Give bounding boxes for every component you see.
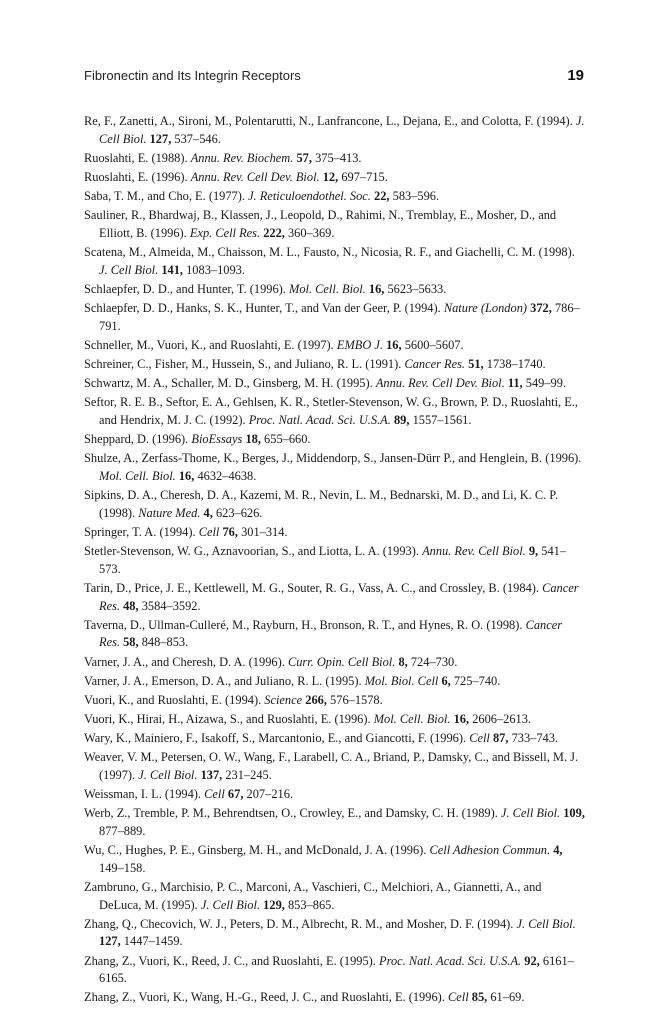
reference-entry xyxy=(84,580,586,615)
reference-entry xyxy=(84,953,586,988)
reference-entry xyxy=(84,524,586,542)
reference-authors: Tarin, D., Price, J. E., Kettlewell, M. G., Souter, R. G., Vass, A. C., and Crossley, B. (1984). xyxy=(84,580,539,595)
reference-entry xyxy=(84,842,586,877)
reference-journal: J. Cell Biol. xyxy=(99,114,585,146)
reference-authors: Re, F., Zanetti, A., Sironi, M., Polentarutti, N., Lanfrancone, L., Dejana, E., and Colotta, F. (1994). xyxy=(84,114,573,128)
reference-volume: 12, xyxy=(322,169,339,184)
reference-entry xyxy=(84,169,586,187)
reference-pages: 725–740. xyxy=(453,673,501,688)
reference-authors: Schreiner, C., Fisher, M., Hussein, S., and Juliano, R. L. (1991). xyxy=(84,357,402,372)
reference-authors: Zambruno, G., Marchisio, P. C., Marconi, A., Vaschieri, C., Melchiori, A., Giannetti, A., and DeLuca, M. (1995). xyxy=(84,879,542,912)
page-number: 19 xyxy=(567,67,584,84)
reference-pages: 301–314. xyxy=(241,524,288,539)
reference-pages: 877–889. xyxy=(99,824,146,838)
reference-journal: BioEssays xyxy=(191,432,243,447)
reference-volume: 372, xyxy=(530,301,552,316)
running-head xyxy=(84,68,584,86)
reference-volume: 57, xyxy=(296,150,312,165)
reference-entry xyxy=(84,617,586,652)
reference-entry xyxy=(84,188,586,206)
reference-authors: Shulze, A., Zerfass-Thome, K., Berges, J., Middendorp, S., Jansen-Dürr P., and Henglein, B. (1996). xyxy=(84,451,582,466)
reference-volume: 137, xyxy=(200,768,223,783)
reference-journal: Cell xyxy=(469,731,490,746)
reference-journal: Cell xyxy=(198,524,220,539)
reference-authors: Varner, J. A., Emerson, D. A., and Juliano, R. L. (1995). xyxy=(84,673,362,688)
reference-volume: 127, xyxy=(99,934,121,949)
reference-authors: Sheppard, D. (1996). xyxy=(84,432,189,447)
reference-entry xyxy=(84,394,586,429)
reference-pages: 360–369. xyxy=(287,225,335,240)
reference-journal: Mol. Biol. Cell xyxy=(364,673,439,688)
reference-volume: 127, xyxy=(149,131,172,146)
running-title: Fibronectin and Its Integrin Receptors xyxy=(84,68,301,83)
reference-journal: Nature (London) xyxy=(443,301,528,316)
reference-pages: 4632–4638. xyxy=(197,469,257,483)
reference-volume: 9, xyxy=(528,544,539,559)
reference-entry xyxy=(84,337,586,355)
reference-authors: Weaver, V. M., Petersen, O. W., Wang, F., Larabell, C. A., Briand, P., Damsky, C., and Bissell, M. J. (1997). xyxy=(84,750,579,783)
reference-pages: 207–216. xyxy=(246,787,293,802)
reference-authors: Scatena, M., Almeida, M., Chaisson, M. L., Fausto, N., Nicosia, R. F., and Giachelli, C. M. (1998). xyxy=(84,245,575,260)
reference-volume: 67, xyxy=(227,787,244,802)
reference-pages: 537–546. xyxy=(174,131,221,146)
reference-volume: 85, xyxy=(471,990,488,1005)
reference-entry xyxy=(84,450,586,485)
reference-journal: Curr. Opin. Cell Biol. xyxy=(287,654,396,669)
reference-entry xyxy=(84,749,586,784)
reference-authors: Weissman, I. L. (1994). xyxy=(84,787,202,802)
reference-entry xyxy=(84,150,586,168)
reference-entry xyxy=(84,300,586,335)
reference-journal: Proc. Natl. Acad. Sci. U.S.A. xyxy=(248,413,391,428)
reference-list xyxy=(84,113,586,1009)
reference-entry xyxy=(84,356,586,374)
reference-volume: 16, xyxy=(453,712,470,727)
reference-volume: 222, xyxy=(263,225,285,240)
reference-journal: J. Cell Biol. xyxy=(99,262,159,277)
reference-pages: 1557–1561. xyxy=(412,413,472,428)
reference-journal: Annu. Rev. Cell Dev. Biol. xyxy=(375,376,505,391)
reference-volume: 22, xyxy=(374,189,390,204)
reference-authors: Seftor, R. E. B., Seftor, E. A., Gehlsen, K. R., Stetler-Stevenson, W. G., Brown, P. D., Ruoslahti, E., and Hendrix, M. J. C. (1992). xyxy=(84,395,579,428)
reference-authors: Wu, C., Hughes, P. E., Ginsberg, M. H., and McDonald, J. A. (1996). xyxy=(84,843,427,858)
reference-journal: Proc. Natl. Acad. Sci. U.S.A. xyxy=(379,953,522,968)
reference-entry xyxy=(84,487,586,522)
reference-journal: Cancer Res. xyxy=(99,580,579,613)
reference-entry xyxy=(84,805,586,840)
reference-authors: Sauliner, R., Bhardwaj, B., Klassen, J., Leopold, D., Rahimi, N., Tremblay, E., Mosher, D., and Elliott, B. (1996). xyxy=(84,208,557,240)
reference-journal: Science xyxy=(264,692,303,707)
reference-pages: 231–245. xyxy=(225,768,272,783)
reference-volume: 18, xyxy=(245,432,261,447)
reference-authors: Springer, T. A. (1994). xyxy=(84,524,196,539)
reference-entry xyxy=(84,673,586,691)
reference-volume: 51, xyxy=(468,357,484,372)
reference-authors: Vuori, K., and Ruoslahti, E. (1994). xyxy=(84,692,262,707)
reference-pages: 724–730. xyxy=(410,654,458,669)
reference-authors: Schlaepfer, D. D., and Hunter, T. (1996). xyxy=(84,281,286,296)
reference-pages: 3584–3592. xyxy=(141,598,201,613)
reference-journal: Annu. Rev. Cell Dev. Biol. xyxy=(190,169,320,184)
reference-pages: 1447–1459. xyxy=(123,934,183,949)
reference-entry xyxy=(84,281,586,299)
reference-entry xyxy=(84,543,586,578)
reference-journal: Mol. Cell. Biol. xyxy=(99,469,176,483)
reference-journal: J. Cell Biol. xyxy=(138,768,198,783)
reference-volume: 4, xyxy=(553,843,563,858)
reference-journal: Mol. Cell. Biol. xyxy=(373,712,451,727)
reference-entry xyxy=(84,786,586,804)
reference-authors: Schwartz, M. A., Schaller, M. D., Ginsberg, M. H. (1995). xyxy=(84,376,373,391)
reference-pages: 848–853. xyxy=(141,635,189,650)
reference-pages: 375–413. xyxy=(315,150,362,165)
reference-pages: 549–99. xyxy=(525,376,567,391)
reference-entry xyxy=(84,654,586,672)
reference-volume: 16, xyxy=(178,469,195,483)
reference-entry xyxy=(84,207,586,242)
reference-pages: 697–715. xyxy=(341,169,388,184)
reference-entry xyxy=(84,989,586,1007)
reference-journal: Mol. Cell. Biol. xyxy=(289,281,366,296)
reference-volume: 89, xyxy=(393,413,410,428)
reference-authors: Werb, Z., Tremble, P. M., Behrendtsen, O., Crowley, E., and Damsky, C. H. (1989). xyxy=(84,806,498,821)
reference-volume: 92, xyxy=(524,953,540,968)
reference-authors: Varner, J. A., and Cheresh, D. A. (1996). xyxy=(84,654,285,669)
reference-journal: Nature Med. xyxy=(138,505,201,520)
reference-entry xyxy=(84,692,586,710)
reference-volume: 8, xyxy=(398,654,408,669)
reference-entry xyxy=(84,431,586,449)
reference-journal: J. Cell Biol. xyxy=(200,897,261,912)
reference-journal: Cell xyxy=(447,990,469,1005)
reference-pages: 853–865. xyxy=(287,897,335,912)
reference-entry xyxy=(84,730,586,748)
reference-volume: 48, xyxy=(123,598,139,613)
reference-journal: Cancer Res. xyxy=(404,357,466,372)
reference-journal: Cell xyxy=(204,787,225,802)
reference-entry xyxy=(84,916,586,951)
reference-authors: Schneller, M., Vuori, K., and Ruoslahti, E. (1997). xyxy=(84,337,334,352)
reference-pages: 5600–5607. xyxy=(404,337,464,352)
reference-authors: Ruoslahti, E. (1996). xyxy=(84,169,188,184)
reference-authors: Vuori, K., Hirai, H., Aizawa, S., and Ruoslahti, E. (1996). xyxy=(84,712,371,727)
reference-pages: 541–573. xyxy=(99,544,567,576)
reference-journal: Annu. Rev. Biochem. xyxy=(190,150,294,165)
reference-volume: 4, xyxy=(203,505,213,520)
reference-volume: 141, xyxy=(161,262,183,277)
reference-authors: Saba, T. M., and Cho, E. (1977). xyxy=(84,189,245,204)
reference-volume: 76, xyxy=(222,524,238,539)
reference-journal: J. Cell Biol. xyxy=(516,916,576,931)
reference-pages: 61–69. xyxy=(490,990,525,1005)
reference-authors: Sipkins, D. A., Cheresh, D. A., Kazemi, M. R., Nevin, L. M., Bednarski, M. D., and Li, K. C. P. (1998). xyxy=(84,488,558,520)
reference-pages: 1738–1740. xyxy=(486,357,546,372)
reference-entry xyxy=(84,113,586,148)
reference-journal: J. Cell Biol. xyxy=(500,806,561,821)
reference-journal: Cancer Res. xyxy=(99,617,563,650)
reference-pages: 786–791. xyxy=(99,301,580,333)
reference-authors: Zhang, Q., Checovich, W. J., Peters, D. M., Albrecht, R. M., and Mosher, D. F. (1994). xyxy=(84,916,514,931)
reference-volume: 87, xyxy=(492,731,509,746)
reference-pages: 733–743. xyxy=(511,731,559,746)
reference-pages: 6161–6165. xyxy=(99,953,574,986)
reference-entry xyxy=(84,244,586,279)
reference-pages: 2606–2613. xyxy=(472,712,532,727)
reference-pages: 149–158. xyxy=(99,860,146,875)
reference-volume: 11, xyxy=(507,376,523,391)
reference-journal: Annu. Rev. Cell Biol. xyxy=(422,544,526,559)
reference-pages: 655–660. xyxy=(264,432,311,447)
reference-authors: Wary, K., Mainiero, F., Isakoff, S., Marcantonio, E., and Giancotti, F. (1996). xyxy=(84,731,467,746)
reference-volume: 266, xyxy=(305,692,327,707)
reference-volume: 6, xyxy=(441,673,451,688)
reference-pages: 1083–1093. xyxy=(186,262,245,277)
reference-volume: 16, xyxy=(386,337,402,352)
reference-volume: 16, xyxy=(368,281,385,296)
reference-journal: Exp. Cell Res. xyxy=(189,225,261,240)
reference-authors: Zhang, Z., Vuori, K., Reed, J. C., and Ruoslahti, E. (1995). xyxy=(84,953,376,968)
reference-volume: 58, xyxy=(123,635,139,650)
reference-pages: 5623–5633. xyxy=(387,281,447,296)
reference-entry xyxy=(84,879,586,914)
reference-authors: Schlaepfer, D. D., Hanks, S. K., Hunter, T., and Van der Geer, P. (1994). xyxy=(84,301,441,316)
reference-entry xyxy=(84,711,586,729)
reference-volume: 109, xyxy=(563,806,585,821)
reference-authors: Stetler-Stevenson, W. G., Aznavoorian, S., and Liotta, L. A. (1993). xyxy=(84,544,419,559)
reference-authors: Zhang, Z., Vuori, K., Wang, H.-G., Reed, J. C., and Ruoslahti, E. (1996). xyxy=(84,990,445,1005)
reference-entry xyxy=(84,375,586,393)
reference-pages: 576–1578. xyxy=(330,692,383,707)
reference-authors: Taverna, D., Ullman-Culleré, M., Rayburn, H., Bronson, R. T., and Hynes, R. O. (1998). xyxy=(84,617,523,632)
reference-journal: EMBO J. xyxy=(336,337,383,352)
reference-pages: 623–626. xyxy=(215,505,263,520)
reference-pages: 583–596. xyxy=(392,189,440,204)
reference-authors: Ruoslahti, E. (1988). xyxy=(84,150,188,165)
reference-journal: Cell Adhesion Commun. xyxy=(429,843,551,858)
reference-volume: 129, xyxy=(263,897,285,912)
reference-journal: J. Reticuloendothel. Soc. xyxy=(248,189,371,204)
